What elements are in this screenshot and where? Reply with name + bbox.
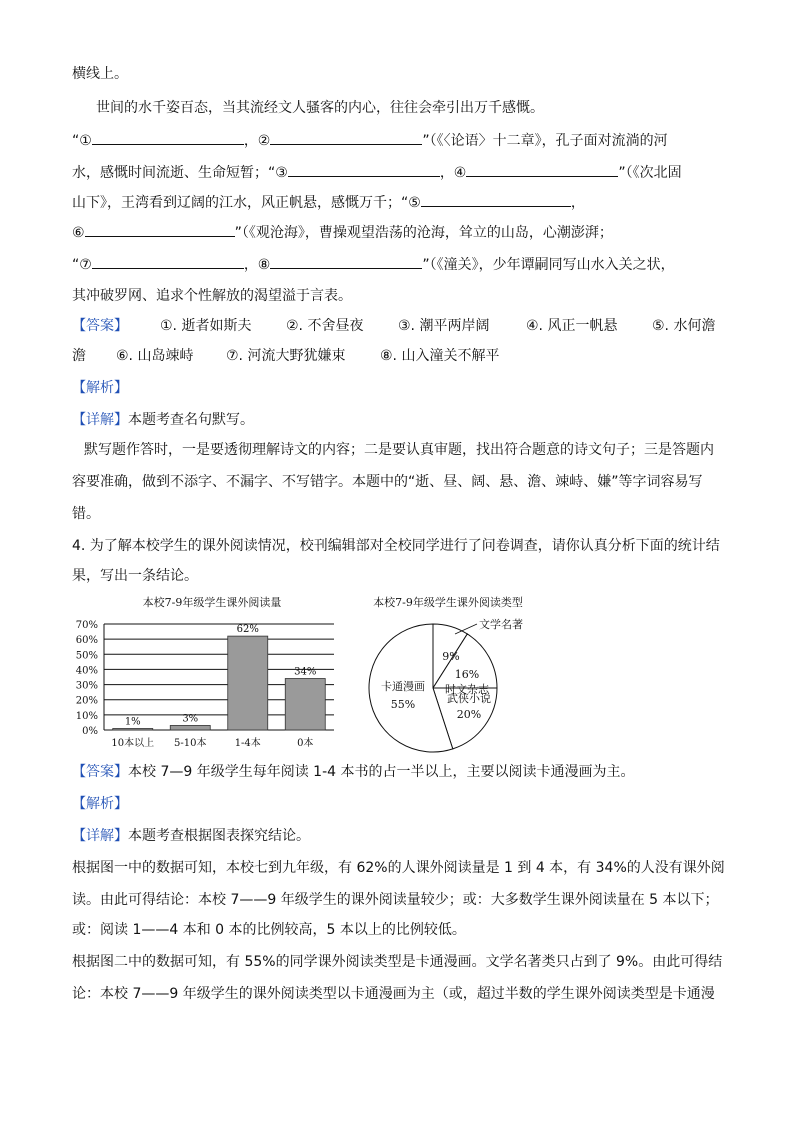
answer-item: ②. 不舍昼夜 [286,318,364,334]
slice-name: 武侠小说 [447,692,491,705]
data-label: 1% [124,716,141,728]
blank-3[interactable] [288,162,440,177]
text-fragment: 本题考查名句默写。 [128,412,254,428]
y-tick-label: 40% [75,665,98,677]
answer-item: ⑤. 水何澹 [652,318,716,334]
text-fragment: ”（《潼关》，少年谭嗣同写山水入关之状， [422,257,675,273]
blank-1[interactable] [92,130,244,145]
answer-item: ①. 逝者如斯夫 [160,318,252,334]
fill-line-1 [72,130,668,151]
text-fragment: ”（《次北固 [618,165,682,181]
text-line: 根据图一中的数据可知，本校七到九年级，有 62%的人课外阅读量是 1 到 4 本，有 34%的人没有课外阅 [72,860,725,876]
fill-line-4 [72,222,613,243]
text-line: 错。 [72,506,100,522]
detail-line [72,826,310,846]
fill-line-3 [72,192,585,213]
y-tick-label: 30% [75,680,98,692]
y-tick-label: 50% [75,650,98,662]
blank-7[interactable] [92,254,244,269]
answer-item: ⑧. 山入潼关不解平 [380,348,500,364]
text-fragment: ，⑧ [243,257,271,273]
detail-tag: 【详解】 [72,828,128,844]
text-fragment: ⑥ [72,225,85,241]
answer-tag: 【答案】 [72,318,128,334]
text-line: 横线上。 [72,66,128,82]
slice-label: 16% [454,668,480,681]
chart-title: 本校7-9年级学生课外阅读类型 [373,596,523,609]
detail-tag: 【详解】 [72,412,128,428]
detail-line [72,410,254,430]
text-line: 论：本校 7——9 年级学生的课外阅读类型以卡通漫画为主（或，超过半数的学生课外阅读类型是卡通漫 [72,986,715,1002]
x-tick-label: 0本 [297,738,314,749]
analysis-tag: 【解析】 [72,380,128,396]
pie-chart [358,592,538,764]
text-fragment: 水，感慨时间流逝、生命短暂；“③ [72,165,288,181]
blank-5[interactable] [421,192,571,207]
text-line: 根据图二中的数据可知，有 55%的同学课外阅读类型是卡通漫画。文学名著类只占到了 9%。由此可得结 [72,954,723,970]
text-fragment: 本校 7—9 年级学生每年阅读 1-4 本书的占一半以上，主要以阅读卡通漫画为主。 [128,764,635,780]
blank-2[interactable] [270,130,422,145]
x-tick-label: 5-10本 [174,738,207,749]
blank-8[interactable] [270,254,422,269]
text-line: 其冲破罗网、追求个性解放的渴望溢于言表。 [72,288,352,304]
data-label: 62% [236,624,259,636]
text-fragment: “⑦ [72,257,92,273]
bar [228,636,268,730]
answer-item: ③. 潮平两岸阔 [398,318,490,334]
text-fragment: ，④ [439,165,467,181]
answer-item: 澹 [72,348,86,364]
bar-chart-svg [64,592,340,760]
y-tick-label: 10% [75,710,98,722]
slice-name: 时文杂志 [445,683,489,696]
slice-label: 9% [442,650,460,663]
answer-item: ⑦. 河流大野犹嫌束 [226,348,346,364]
answer-item: ④. 风正一帆悬 [526,318,618,334]
bar-chart [64,592,340,764]
x-tick-label: 1-4本 [234,738,261,749]
slice-name: 卡通漫画 [381,680,425,693]
y-tick-label: 0% [82,726,98,737]
text-line: 果，写出一条结论。 [72,568,198,584]
chart-title: 本校7-9年级学生课外阅读量 [142,596,282,609]
text-line: 默写题作答时，一是要透彻理解诗文的内容；二是要认真审题，找出符合题意的诗文句子；三是答题内 [84,442,714,458]
intro-paragraph: 世间的水千姿百态，当其流经文人骚客的内心，往往会牵引出万千感慨。 [96,100,544,116]
pie-chart-svg [358,592,538,760]
bar [285,679,325,730]
text-fragment: ， [570,195,585,211]
y-tick-label: 60% [75,635,98,647]
bar [170,725,210,730]
analysis-tag: 【解析】 [72,796,128,812]
bar [113,728,153,730]
blank-4[interactable] [466,162,618,177]
fill-line-2 [72,162,682,183]
text-fragment: “① [72,133,92,149]
text-fragment: ，② [243,133,271,149]
slice-label: 20% [456,708,482,721]
blank-6[interactable] [85,222,235,237]
data-label: 34% [294,666,317,678]
text-line: 读。由此可得结论：本校 7——9 年级学生的课外阅读量较少；或：大多数学生课外阅读量在 5 本以下； [72,892,719,908]
x-tick-label: 10本以上 [111,738,155,749]
fill-line-5 [72,254,675,275]
slice-name: 文学名著 [479,618,523,631]
text-fragment: ”（《〈论语〉十二章》，孔子面对流淌的河 [422,133,668,149]
text-fragment: ”（《观沧海》，曹操观望浩荡的沧海，耸立的山岛，心潮澎湃； [234,225,613,241]
y-tick-label: 70% [75,620,98,631]
answer-item: ⑥. 山岛竦峙 [116,348,194,364]
text-line: 容要准确，做到不添字、不漏字、不写错字。本题中的“逝、昼、阔、悬、澹、竦峙、嫌”等字词容易写 [72,474,703,490]
text-line: 或：阅读 1——4 本和 0 本的比例较高，5 本以上的比例较低。 [72,922,466,938]
text-fragment: 本题考查根据图表探究结论。 [128,828,310,844]
text-fragment: 山下》，王湾看到辽阔的江水，风正帆悬，感慨万千；“⑤ [72,195,421,211]
question-4: 4. 为了解本校学生的课外阅读情况，校刊编辑部对全校同学进行了问卷调查，请你认真分析下面的统计结 [72,538,720,554]
data-label: 3% [182,713,199,725]
slice-label: 55% [390,698,416,711]
y-tick-label: 20% [75,695,98,707]
answer-tag: 【答案】 [72,764,128,780]
answer-line [72,762,634,782]
